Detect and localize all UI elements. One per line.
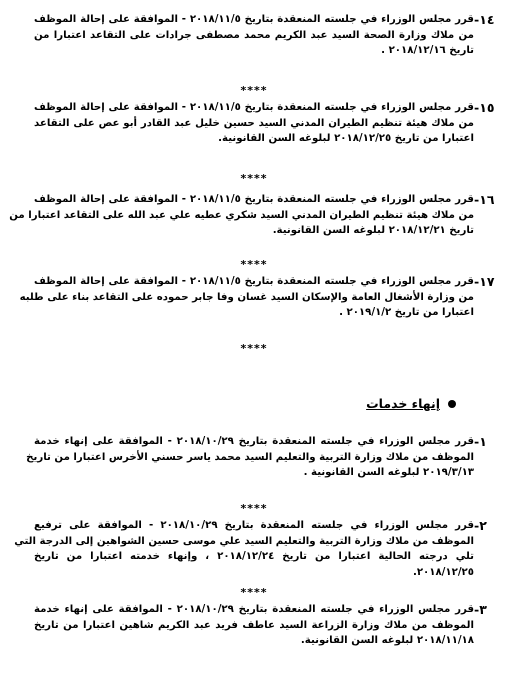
item-line: من وزارة الأشغال العامة والإسكان السيد غسان وفا جابر حموده على التقاعد بناء على طلبه — [19, 291, 474, 303]
section-heading — [366, 396, 456, 411]
item-line: الموظف من ملاك وزارة الزراعة السيد عاطف فريد عبد الكريم شاهين اعتبارا من تاريخ — [34, 619, 474, 631]
item-line: الموظف من ملاك وزارة التربية والتعليم السيد علي موسى حسين الشواهين إلى الدرجة التي — [14, 535, 474, 547]
item-line: تاريخ ٢٠١٨/١٢/٢١ لبلوغه السن القانونية. — [272, 225, 474, 236]
item-line: قرر مجلس الوزراء في جلسته المنعقدة بتاريخ ٢٠١٨/١٠/٢٩ - الموافقة على إنهاء خدمة — [34, 604, 474, 615]
item-line: قرر مجلس الوزراء في جلسته المنعقدة بتاريخ ٢٠١٨/١٠/٢٩ - الموافقة على ترفيع — [34, 520, 475, 531]
decision-item — [19, 274, 495, 321]
decision-item — [9, 192, 495, 239]
decision-item — [34, 12, 495, 59]
separator: **** — [240, 502, 268, 515]
separator: **** — [240, 84, 268, 97]
decision-item — [34, 602, 487, 649]
item-number: ١٤- — [474, 12, 495, 27]
item-number: ٢- — [474, 518, 487, 533]
item-number: ١٧- — [474, 274, 495, 289]
decision-item — [26, 434, 487, 481]
item-line: قرر مجلس الوزراء في جلسته المنعقدة بتاريخ ٢٠١٨/١١/٥ - الموافقة على إحالة الموظف — [34, 194, 474, 205]
separator: **** — [240, 342, 268, 355]
item-number: ١٦- — [474, 192, 495, 207]
separator: **** — [240, 586, 268, 599]
item-line: من ملاك هيئة تنظيم الطيران المدني السيد حسين خليل عبد القادر أبو عص على التقاعد — [34, 117, 474, 129]
item-line: اعتبارا من تاريخ ٢٠١٨/١٢/٢٥ لبلوغه السن القانونية. — [218, 133, 474, 144]
item-number: ١- — [474, 434, 487, 449]
item-number: ٣- — [474, 602, 487, 617]
item-line: ٢٠١٨/١١/١٨ لبلوغه السن القانونية. — [300, 635, 474, 646]
item-number: ١٥- — [474, 100, 495, 115]
item-line: قرر مجلس الوزراء في جلسته المنعقدة بتاريخ ٢٠١٨/١٠/٢٩ - الموافقة على إنهاء خدمة — [34, 436, 474, 447]
separator: **** — [240, 172, 268, 185]
section-heading-text: إنهاء خدمات — [366, 396, 440, 411]
item-line: الموظف من ملاك وزارة التربية والتعليم السيد محمد ياسر حسني الأخرس اعتبارا من تاريخ — [26, 451, 474, 463]
item-line: ٢٠١٨/١٢/٢٥. — [412, 566, 474, 578]
item-line: قرر مجلس الوزراء في جلسته المنعقدة بتاريخ ٢٠١٨/١١/٥ - الموافقة على إحالة الموظف — [34, 276, 474, 287]
item-line: قرر مجلس الوزراء في جلسته المنعقدة بتاريخ ٢٠١٨/١١/٥ - الموافقة على إحالة الموظف — [34, 102, 474, 113]
item-line: من ملاك هيئة تنظيم الطيران المدني السيد شكري عطيه علي عبد الله على التقاعد اعتبارا من — [9, 209, 474, 221]
separator: **** — [240, 258, 268, 271]
item-line: تلي درجته الحالية اعتبارا من تاريخ ٢٠١٨/١٢/٢٤ ، وإنهاء خدمته اعتبارا من تاريخ — [34, 551, 474, 562]
item-line: قرر مجلس الوزراء في جلسته المنعقدة بتاريخ ٢٠١٨/١١/٥ - الموافقة على إحالة الموظف — [34, 14, 474, 25]
decision-item — [34, 100, 495, 147]
decision-item — [14, 518, 487, 580]
item-line: اعتبارا من تاريخ ٢٠١٩/١/٢ . — [339, 307, 474, 318]
item-line: تاريخ ٢٠١٨/١٢/١٦ . — [381, 45, 474, 56]
item-line: من ملاك وزارة الصحة السيد عبد الكريم محمد مصطفى جرادات على التقاعد اعتبارا من — [34, 29, 474, 41]
item-line: ٢٠١٩/٣/١٣ لبلوغه السن القانونية . — [303, 467, 474, 478]
